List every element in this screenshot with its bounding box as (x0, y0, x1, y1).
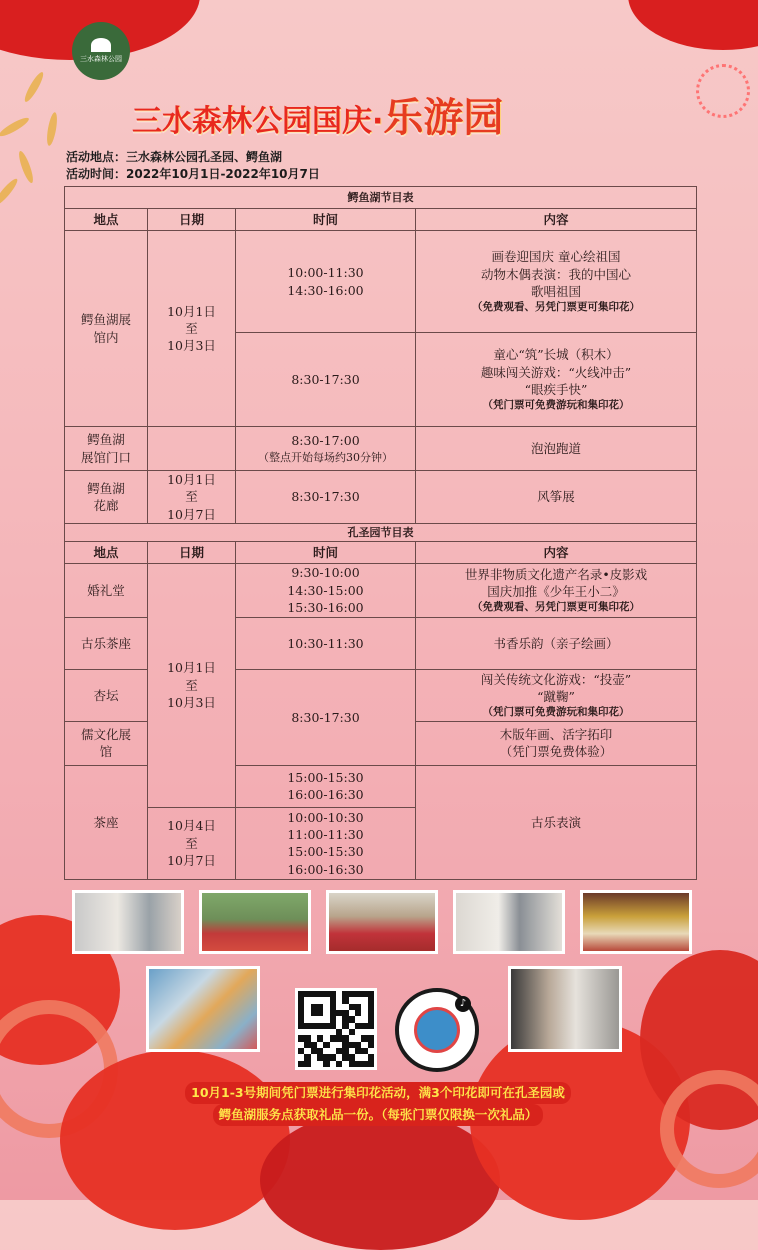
cell-time: 10:00-11:30 14:30-16:00 (236, 231, 416, 333)
activity-photo (326, 890, 438, 954)
cell-place: 婚礼堂 (65, 563, 148, 617)
cell-content (416, 669, 697, 721)
header-content: 内容 (416, 541, 697, 563)
cell-time: 8:30-17:30 (236, 471, 416, 524)
douyin-qr-code (395, 988, 479, 1072)
cell-place: 茶座 (65, 765, 148, 879)
content-text: 世界非物质文化遗产名录•皮影戏 国庆加推《少年王小二》 (464, 566, 648, 599)
cell-content (416, 333, 697, 427)
cell-place: 鳄鱼湖 展馆门口 (65, 427, 148, 471)
cell-place: 杏坛 (65, 669, 148, 721)
cell-date: 10月1日 至 10月3日 (148, 231, 236, 427)
time-note: （整点开始每场约30分钟） (258, 450, 393, 464)
table-row (65, 231, 697, 333)
header-time: 时间 (236, 541, 416, 563)
footer-line-2: 鳄鱼湖服务点获取礼品一份。（每张门票仅限换一次礼品） (213, 1104, 544, 1126)
time-text: 8:30-17:00 (291, 433, 360, 449)
title-main: 三水森林公园国庆· (132, 104, 384, 139)
cell-place: 古乐茶座 (65, 617, 148, 669)
cell-time: 8:30-17:30 (236, 669, 416, 765)
cell-date: 10月1日 至 10月7日 (148, 471, 236, 524)
table-row (65, 471, 697, 524)
leaf-decoration (0, 115, 31, 139)
cell-place: 儒文化展 馆 (65, 721, 148, 765)
cell-time (236, 427, 416, 471)
content-note: （凭门票可免费游玩和集印花） (482, 399, 630, 412)
cell-date: 10月4日 至 10月7日 (148, 807, 236, 879)
cell-time: 10:00-10:30 11:00-11:30 15:00-15:30 16:00-16:30 (236, 807, 416, 879)
cell-date: 10月1日 至 10月3日 (148, 563, 236, 807)
activity-time: 活动时间：2022年10月1日-2022年10月7日 (66, 167, 320, 181)
leaf-decoration (16, 150, 35, 185)
leaf-decoration (22, 70, 46, 103)
cloud-decoration (260, 1110, 500, 1250)
footer-notice (138, 1082, 618, 1126)
cell-place: 鳄鱼湖 花廊 (65, 471, 148, 524)
schedule-table (64, 186, 697, 880)
content-text: 闯关传统文化游戏：“投壶” “蹴鞠” (480, 671, 632, 704)
header-time: 时间 (236, 209, 416, 231)
activity-location: 活动地点：三水森林公园孔圣园、鳄鱼湖 (66, 150, 283, 164)
activity-photo (146, 966, 260, 1052)
park-logo (72, 22, 130, 80)
leaf-decoration (0, 176, 20, 207)
header-date: 日期 (148, 541, 236, 563)
cell-content: 风筝展 (416, 471, 697, 524)
content-note: （免费观看、另凭门票更可集印花） (472, 301, 640, 314)
activity-photo (508, 966, 622, 1052)
cell-time: 15:00-15:30 16:00-16:30 (236, 765, 416, 807)
table-row (65, 563, 697, 617)
cell-time: 10:30-11:30 (236, 617, 416, 669)
activity-photo (453, 890, 565, 954)
logo-text: 三水森林公园 (80, 55, 122, 64)
content-note: （凭门票可免费游玩和集印花） (482, 706, 630, 719)
header-place: 地点 (65, 209, 148, 231)
qr-code (295, 988, 377, 1070)
section-title-crocodile: 鳄鱼湖节目表 (65, 187, 697, 209)
cell-content: 泡泡跑道 (416, 427, 697, 471)
cell-content: 古乐表演 (416, 765, 697, 879)
page-title (132, 86, 503, 143)
header-place: 地点 (65, 541, 148, 563)
cell-time: 8:30-17:30 (236, 333, 416, 427)
cell-date (148, 427, 236, 471)
cell-content (416, 231, 697, 333)
footer-line-1: 10月1-3号期间凭门票进行集印花活动，满3个印花即可在孔圣园或 (185, 1082, 571, 1104)
activity-photo (199, 890, 311, 954)
activity-photo (72, 890, 184, 954)
content-note: （免费观看、另凭门票更可集印花） (472, 601, 640, 614)
flower-decoration (696, 64, 750, 118)
cell-content: 木版年画、活字拓印 （凭门票免费体验） (416, 721, 697, 765)
cell-content: 书香乐韵（亲子绘画） (416, 617, 697, 669)
cell-place: 鳄鱼湖展 馆内 (65, 231, 148, 427)
cell-time: 9:30-10:00 14:30-15:00 15:30-16:00 (236, 563, 416, 617)
content-text: 童心“筑”长城（积木） 趣味闯关游戏：“火线冲击” “眼疾手快” (480, 347, 632, 397)
corner-decoration (628, 0, 758, 50)
cloud-decoration (60, 1050, 290, 1230)
content-text: 画卷迎国庆 童心绘祖国 动物木偶表演：我的中国心 歌唱祖国 (480, 249, 631, 299)
tiktok-icon: ♪ (455, 996, 471, 1012)
section-title-confucius: 孔圣园节目表 (65, 523, 697, 541)
qr-module (368, 1061, 374, 1067)
table-row (65, 427, 697, 471)
header-content: 内容 (416, 209, 697, 231)
header-date: 日期 (148, 209, 236, 231)
activity-photo (580, 890, 692, 954)
title-highlight: 乐游园 (383, 95, 504, 141)
leaf-decoration (45, 112, 59, 147)
cell-content (416, 563, 697, 617)
